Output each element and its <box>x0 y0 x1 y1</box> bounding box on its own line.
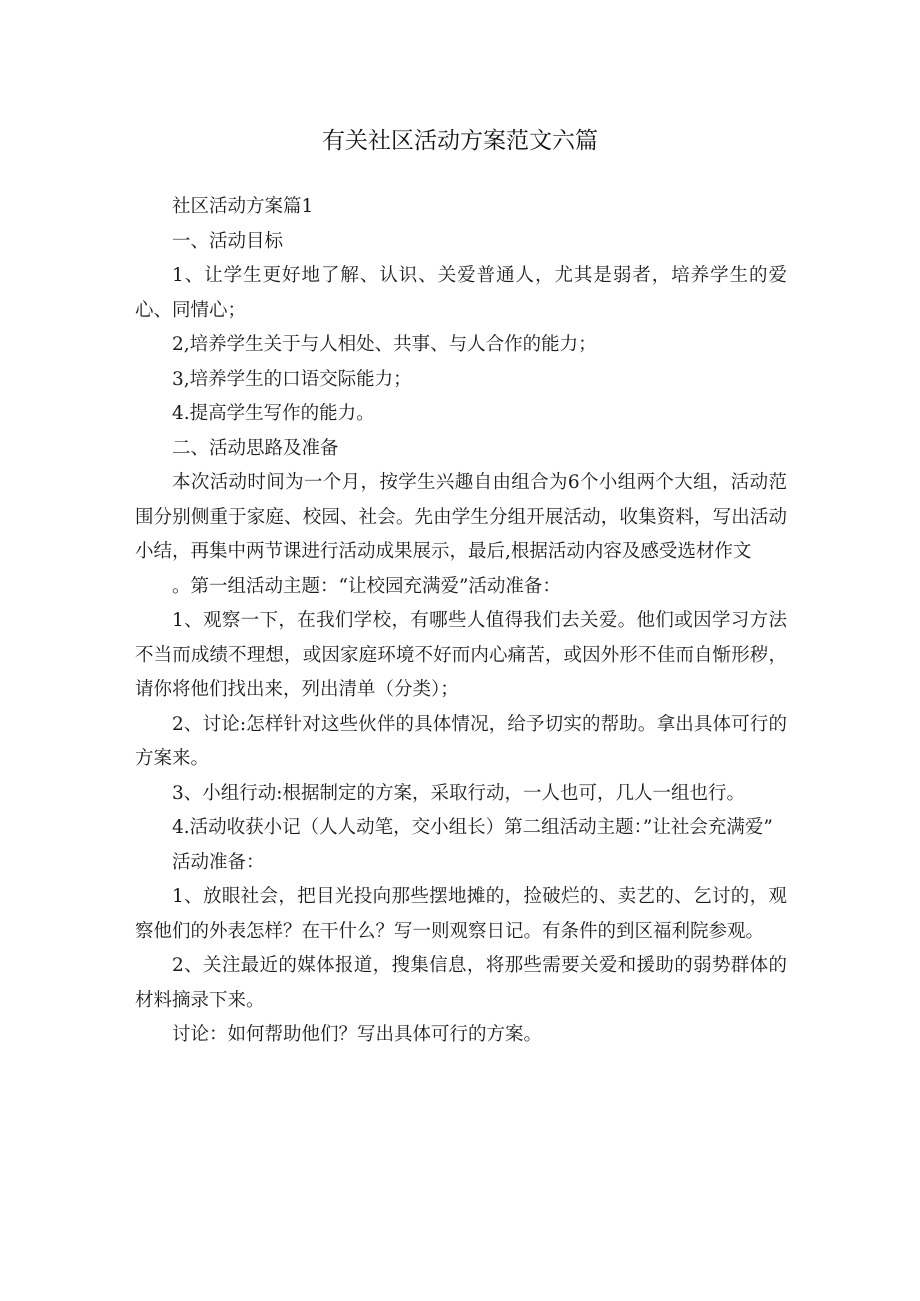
section-heading: 社区活动方案篇1 <box>172 196 314 217</box>
paragraph: 讨论：如何帮助他们？写出具体可行的方案。 <box>172 1024 543 1045</box>
paragraph: 2,培养学生关于与人相处、共事、与人合作的能力； <box>172 334 597 355</box>
paragraph: 4.提高学生写作的能力。 <box>172 403 375 424</box>
subsection-heading: 二、活动思路及准备 <box>172 437 339 459</box>
paragraph: 2、关注最近的媒体报道，搜集信息，将那些需要关爱和援助的弱势群体的材料摘录下来。 <box>135 955 787 1011</box>
paragraph: 2、讨论:怎样针对这些伙伴的具体情况，给予切实的帮助。拿出具体可行的方案来。 <box>135 713 787 769</box>
paragraph: 3、小组行动:根据制定的方案，采取行动，一人也可，几人一组也行。 <box>172 782 746 804</box>
paragraph: 1、观察一下，在我们学校，有哪些人值得我们去关爱。他们或因学习方法不当而成绩不理想，或因家庭环境不好而内心痛苦，或因外形不佳而自惭形秽，请你将他们找出来，列出清单（分类）； <box>135 610 787 700</box>
paragraph: 4.活动收获小记（人人动笔，交小组长）第二组活动主题：”让社会充满爱” <box>172 817 773 838</box>
paragraph: 本次活动时间为一个月，按学生兴趣自由组合为6个小组两个大组，活动范围分别侧重于家庭、校园、社会。先由学生分组开展活动，收集资料，写出活动小结，再集中两节课进行活动成果展示，最后,根据活动内容及感受选材作文 <box>135 472 787 562</box>
subsection-heading: 一、活动目标 <box>172 230 284 252</box>
paragraph: 活动准备： <box>172 851 265 873</box>
document-body <box>135 190 787 1053</box>
paragraph: 1、让学生更好地了解、认识、关爱普通人，尤其是弱者，培养学生的爱心、同情心； <box>135 265 787 321</box>
paragraph: 。第一组活动主题：“让校园充满爱”活动准备： <box>172 575 561 597</box>
paragraph: 1、放眼社会，把目光投向那些摆地摊的，捡破烂的、卖艺的、乞讨的，观察他们的外表怎样？在干什么？写一则观察日记。有条件的到区福利院参观。 <box>135 886 787 942</box>
document-title: 有关社区活动方案范文六篇 <box>322 128 598 154</box>
paragraph: 3,培养学生的口语交际能力； <box>172 368 412 390</box>
